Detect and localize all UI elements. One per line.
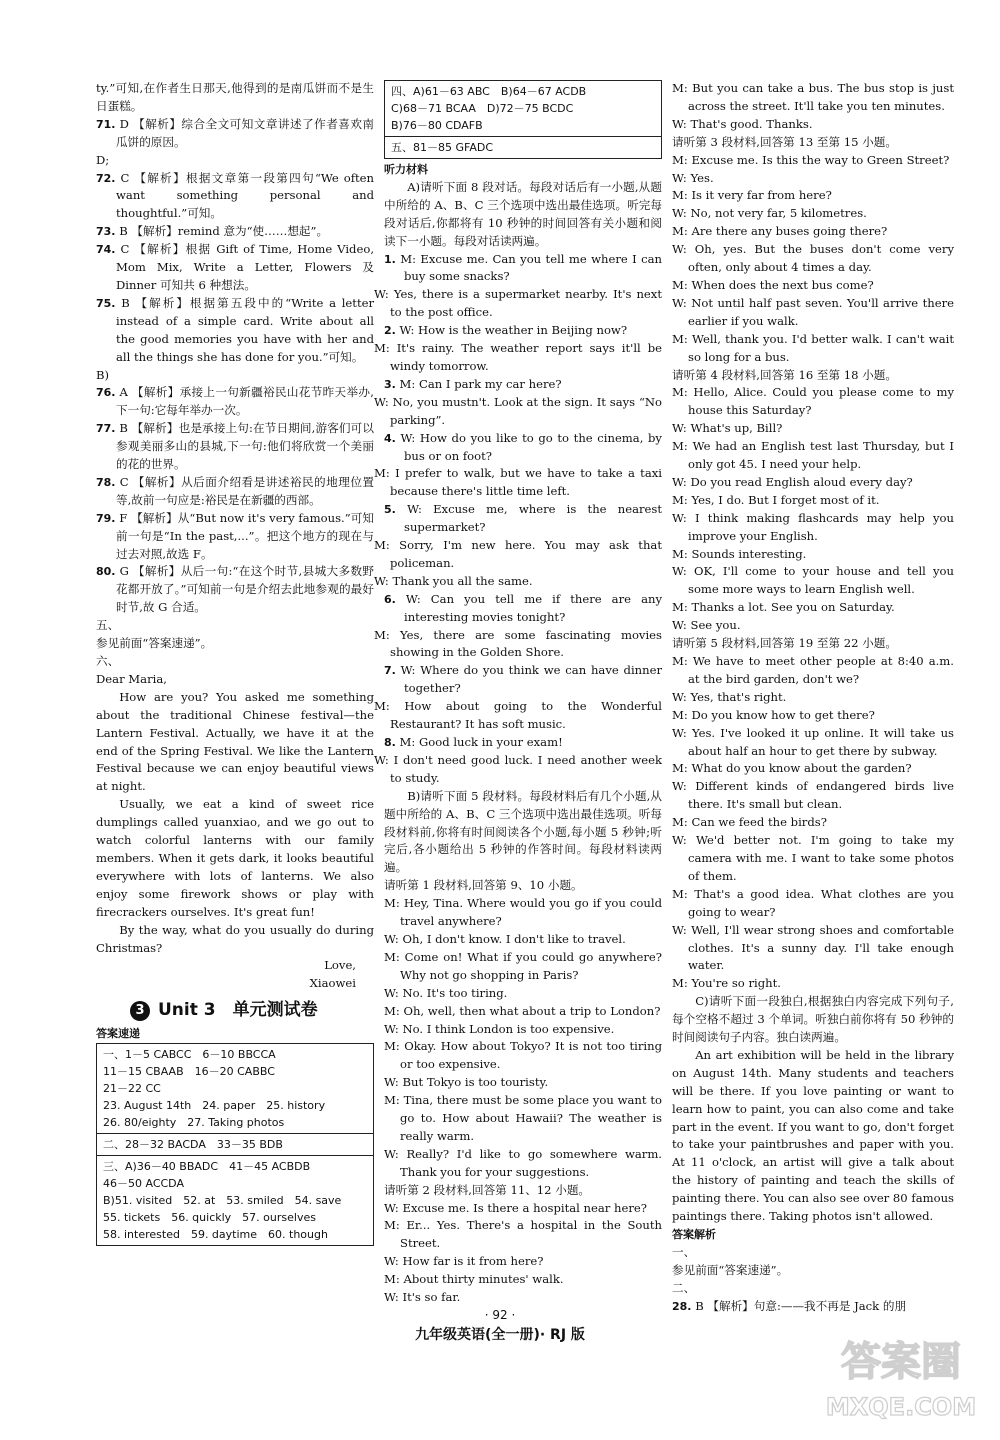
answer-row: 11－15 CBAAB 16－20 CABBC — [103, 1065, 275, 1079]
text-line — [384, 949, 662, 985]
paragraph-text: M: Oh, well, then what about a trip to London? — [384, 1003, 661, 1018]
text-line — [384, 662, 662, 698]
paragraph-text: M: Thanks a lot. See you on Saturday. — [672, 600, 895, 615]
question-number: 73. — [96, 225, 116, 239]
question-number: 4. — [384, 431, 396, 445]
unit-number-badge: 3 — [130, 1001, 150, 1021]
paragraph-text: W: No. It's too tiring. — [384, 985, 508, 1000]
question-number: 3. — [384, 377, 396, 391]
text-line — [96, 116, 374, 152]
paragraph-text: W: What's up, Bill? — [672, 421, 783, 436]
paragraph-text: C)请听下面一段独白,根据独白内容完成下列句子,每个空格不超过 3 个单词。听独白前你将有 50 秒钟的时间阅读句子内容。独白读两遍。 — [672, 994, 954, 1045]
paragraph-text: 请听第 2 段材料,回答第 11、12 小题。 — [384, 1182, 591, 1197]
column-middle — [374, 80, 663, 1307]
paragraph-text: W: See you. — [672, 618, 741, 633]
paragraph-text: W: How do you like to go to the cinema, by bus or on foot? — [400, 430, 662, 463]
text-line — [384, 1021, 662, 1039]
text-line — [374, 627, 662, 663]
text-line — [384, 1146, 662, 1182]
paragraph-text: B) — [96, 367, 110, 382]
paragraph-text: W: Can you tell me if there are any interesting movies tonight? — [404, 591, 663, 624]
text-line — [672, 277, 954, 295]
text-line — [384, 788, 662, 878]
text-line — [96, 957, 374, 975]
paragraph-text: W: Where do you think we can have dinner together? — [400, 663, 663, 696]
question-number: 2. — [384, 324, 396, 338]
question-number: 8. — [384, 736, 396, 749]
paragraph-text: W: Excuse me. Is there a hospital near here? — [384, 1200, 647, 1215]
paragraph-text: D; — [96, 152, 110, 167]
answer-row: 一、1－5 CABCC 6－10 BBCCA — [103, 1048, 276, 1062]
question-number: 77. — [96, 422, 116, 436]
text-line — [672, 707, 954, 725]
text-line — [384, 179, 662, 251]
answer-row: 五、81－85 GFADC — [391, 141, 494, 154]
text-line — [672, 241, 954, 277]
paragraph-text: M: When does the next bus come? — [672, 277, 874, 292]
paragraph-text: W: Not until half past seven. You'll arrive there earlier if you walk. — [672, 295, 954, 328]
paragraph-text: M: We had an English test last Thursday, but I only got 45. I need your help. — [672, 439, 954, 472]
text-line — [672, 384, 954, 420]
paragraph-text: Love, — [324, 958, 356, 973]
watermark-logo — [816, 1320, 986, 1430]
paragraph-text: M: Okay. How about Tokyo? It is not too tiring or too expensive. — [384, 1039, 662, 1072]
paragraph-text: C 【解析】根据文章第一段第四句“We often want something personal and thoughtful.”可知。 — [116, 170, 374, 221]
answer-row: 58. interested 59. daytime 60. though — [103, 1228, 328, 1242]
answer-row: 21－22 CC — [103, 1082, 161, 1096]
paragraph-text: W: Oh, yes. But the buses don't come very often, only about 4 times a day. — [672, 242, 954, 275]
text-line — [96, 295, 374, 367]
text-line — [374, 698, 662, 734]
text-line — [374, 340, 662, 376]
paragraph-text: W: No. I think London is too expensive. — [384, 1021, 615, 1036]
text-line — [672, 367, 954, 385]
paragraph-text: M: Do you know how to get there? — [672, 707, 875, 722]
text-line — [672, 187, 954, 205]
answer-row: 55. tickets 56. quickly 57. ourselves — [103, 1211, 316, 1225]
text-line — [96, 653, 374, 671]
paragraph-text: M: Sounds interesting. — [672, 546, 807, 561]
paragraph-text: M: That's a good idea. What clothes are you going to wear? — [672, 886, 954, 919]
paragraph-text: W: How is the weather in Beijing now? — [399, 323, 628, 338]
text-line — [384, 1271, 662, 1289]
text-line — [96, 671, 374, 689]
answer-box-1 — [96, 1043, 374, 1134]
text-line — [672, 510, 954, 546]
text-line — [672, 599, 954, 617]
text-line — [672, 1244, 954, 1262]
answer-row: 三、A)36－40 BBADC 41－45 ACBDB — [103, 1160, 311, 1174]
answer-row: C)68－71 BCAA D)72－75 BCDC — [391, 102, 574, 115]
text-line — [384, 931, 662, 949]
paragraph-text: W: But Tokyo is too touristy. — [384, 1075, 549, 1090]
watermark-line1: 答案圈 — [841, 1339, 961, 1385]
text-line — [374, 465, 662, 501]
text-line — [672, 205, 954, 223]
text-line — [672, 617, 954, 635]
text-line — [96, 170, 374, 224]
paragraph-text: How are you? You asked me something about the traditional Chinese festival—the Lantern Festival. Actually, we have it at the end of the Spring Festival. We like the Lantern Festival because we can enjoy beautiful views at night. — [96, 689, 374, 794]
text-line — [96, 384, 374, 420]
text-line — [672, 993, 954, 1047]
paragraph-text: W: Do you read English aloud every day? — [672, 474, 913, 489]
paragraph-text: W: Different kinds of endangered birds live there. It's small but clean. — [672, 779, 954, 812]
question-number: 78. — [96, 475, 116, 489]
text-line — [672, 563, 954, 599]
text-line — [672, 1226, 954, 1244]
paragraph-text: W: Yes, there is a supermarket nearby. It's next to the post office. — [374, 287, 662, 320]
paragraph-text: M: About thirty minutes' walk. — [384, 1272, 564, 1287]
paragraph-text: 请听第 1 段材料,回答第 9、10 小题。 — [384, 878, 583, 893]
paragraph-text: M: Hello, Alice. Could you please come to my house this Saturday? — [672, 385, 954, 418]
answer-box-4 — [384, 80, 662, 137]
text-line — [384, 877, 662, 895]
paragraph-text: M: Is it very far from here? — [672, 188, 832, 203]
text-line — [672, 223, 954, 241]
text-line — [96, 617, 374, 635]
page-number: · 92 · — [484, 1308, 516, 1322]
book-title: 九年级英语(全一册)· RJ 版 — [415, 1327, 585, 1343]
answer-row: 46－50 ACCDA — [103, 1177, 184, 1191]
paragraph-text: W: OK, I'll come to your house and tell you some more ways to learn English well. — [672, 564, 954, 597]
paragraph-text: W: Excuse me, where is the nearest supermarket? — [404, 502, 663, 535]
paragraph-text: W: Well, I'll wear strong shoes and comfortable clothes. It's a sunny day. I'll take enough water. — [672, 922, 954, 973]
paragraph-text: 请听第 3 段材料,回答第 13 至第 15 小题。 — [672, 134, 897, 149]
paragraph-text: B)请听下面 5 段材料。每段材料后有几个小题,从题中所给的 A、B、C 三个选项中选出最佳选项。听每段材料前,你将有时间阅读各个小题,每小题 5 秒钟;听完后,各小题给出 5 秒钟的作答时间。每段材料读两遍。 — [384, 788, 662, 875]
text-line — [384, 1092, 662, 1146]
text-line — [96, 510, 374, 564]
watermark-line2: MXQE.COM — [825, 1393, 977, 1421]
paragraph-text: F 【解析】从“But now it's very famous.”可知前一句是“In the past,...”。把这个地方的现在与过去对照,故选 F。 — [116, 510, 374, 561]
question-number: 28. — [672, 1299, 692, 1313]
paragraph-text: M: You're so right. — [672, 976, 781, 991]
answer-heading: 答案速递 — [96, 1027, 140, 1041]
paragraph-text: An art exhibition will be held in the library on August 14th. Many students and teachers will be there. If you love painting or want to learn how to paint, you can also come and take part in the event. If you want to go, don't forget to take your paintbrushes and paper with you. At 11 o'clock, an artist will give a talk about the history of painting and teach the skills of painting there. You can also see over 80 famous paintings there. Taking photos isn't allowed. — [672, 1047, 954, 1224]
text-line — [96, 223, 374, 241]
paragraph-text: G 【解析】从后一句:“在这个时节,县城大多数野花都开放了。”可知前一句是介绍去此地参观的最好时节,故 G 合适。 — [116, 564, 375, 615]
paragraph-text: 一、 — [672, 1244, 696, 1259]
question-number: 80. — [96, 565, 116, 579]
text-line — [672, 546, 954, 564]
text-line — [384, 1289, 662, 1307]
column-right — [672, 80, 954, 1316]
paragraph-text: Dear Maria, — [96, 671, 167, 686]
paragraph-text: M: Come on! What if you could go anywhere? Why not go shopping in Paris? — [384, 949, 662, 982]
text-line — [384, 895, 662, 931]
paragraph-text: M: Can I park my car here? — [399, 376, 562, 391]
text-line — [96, 635, 374, 653]
text-line — [672, 832, 954, 886]
paragraph-text: B 【解析】句意:——我不再是 Jack 的朋 — [695, 1298, 907, 1313]
paragraph-text: W: Oh, I don't know. I don't like to travel. — [384, 931, 626, 946]
paragraph-text: 五、 — [96, 618, 120, 633]
paragraph-text: 二、 — [672, 1280, 696, 1295]
paragraph-text: W: We'd better not. I'm going to take my camera with me. I want to take some photos of them. — [672, 833, 954, 883]
answer-box-3 — [96, 1156, 374, 1246]
paragraph-text: W: Thank you all the same. — [374, 573, 533, 588]
answer-row: 23. August 14th 24. paper 25. history — [103, 1099, 326, 1113]
text-line — [672, 725, 954, 761]
paragraph-text: A)请听下面 8 段对话。每段对话后有一小题,从题中所给的 A、B、C 三个选项中选出最佳选项。听完每段对话后,你都将有 10 秒钟的时间回答有关小题和阅读下一小题。每段对话读两遍。 — [384, 179, 662, 248]
paragraph-text: 参见前面“答案速递”。 — [672, 1262, 789, 1277]
text-line — [672, 80, 954, 116]
text-line — [96, 796, 374, 921]
column-left — [96, 80, 374, 1246]
paragraph-text: M: Yes, I do. But I forget most of it. — [672, 492, 880, 507]
text-line — [384, 1003, 662, 1021]
text-line — [384, 1253, 662, 1271]
text-line — [96, 152, 374, 170]
question-number: 7. — [384, 664, 396, 678]
paragraph-text: M: Hey, Tina. Where would you go if you could travel anywhere? — [384, 896, 662, 929]
text-line — [672, 438, 954, 474]
paragraph-text: W: No, you mustn't. Look at the sign. It says “No parking”. — [374, 394, 662, 427]
text-line — [672, 635, 954, 653]
text-line — [672, 152, 954, 170]
paragraph-text: Usually, we eat a kind of sweet rice dumplings called yuanxiao, and we go out to watch colorful lanterns with our family members. When it gets dark, it looks beautiful everywhere with lots of lanterns. We also enjoy some firework shows or play with firecrackers ourselves. It's great fun! — [96, 797, 374, 919]
text-line — [384, 1217, 662, 1253]
paragraph-text: C 【解析】根据 Gift of Time, Home Video, Mom Mix, Write a Letter, Flowers 及 Dinner 可知共 6 种想法。 — [116, 242, 374, 292]
text-line — [672, 689, 954, 707]
text-line — [672, 474, 954, 492]
text-line — [672, 295, 954, 331]
question-number: 71. — [96, 117, 116, 131]
answer-row: B)51. visited 52. at 53. smiled 54. save — [103, 1194, 342, 1208]
text-line — [384, 1182, 662, 1200]
paragraph-text: M: Er... Yes. There's a hospital in the South Street. — [384, 1218, 662, 1251]
paragraph-text: W: Yes. — [672, 170, 714, 185]
answer-box-5 — [384, 137, 662, 159]
text-line — [96, 922, 374, 958]
text-line — [672, 116, 954, 134]
paragraph-text: 请听第 4 段材料,回答第 16 至第 18 小题。 — [672, 367, 897, 382]
paragraph-text: M: But you can take a bus. The bus stop is just across the street. It'll take you ten minutes. — [672, 81, 954, 113]
paragraph-text: M: Are there any buses going there? — [672, 224, 888, 239]
paragraph-text: W: How far is it from here? — [384, 1254, 544, 1269]
text-line — [672, 886, 954, 922]
paragraph-text: W: I don't need good luck. I need another week to study. — [374, 752, 662, 785]
paragraph-text: M: Tina, there must be some place you want to go to. How about Hawaii? The weather is really warm. — [384, 1093, 662, 1143]
text-line — [672, 1047, 954, 1226]
paragraph-text: M: I prefer to walk, but we have to take a taxi because there's little time left. — [374, 466, 662, 499]
text-line — [374, 394, 662, 430]
text-line — [672, 134, 954, 152]
question-number: 72. — [96, 171, 116, 185]
question-number: 79. — [96, 511, 116, 525]
text-line — [672, 922, 954, 976]
text-line — [672, 975, 954, 993]
text-line — [672, 653, 954, 689]
paragraph-text: M: Sorry, I'm new here. You may ask that policeman. — [374, 538, 662, 570]
listening-heading: 听力材料 — [384, 163, 428, 176]
text-line — [672, 778, 954, 814]
text-line — [374, 752, 662, 788]
text-line — [96, 367, 374, 385]
text-line — [672, 1262, 954, 1280]
paragraph-text: W: Really? I'd like to go somewhere warm. Thank you for your suggestions. — [384, 1146, 662, 1179]
paragraph-text: M: Good luck in your exam! — [399, 735, 563, 749]
paragraph-text: M: We have to meet other people at 8:40 a.m. at the bird garden, don't we? — [672, 654, 954, 686]
paragraph-text: D 【解析】综合全文可知文章讲述了作者喜欢南瓜饼的原因。 — [116, 116, 375, 149]
text-line — [384, 376, 662, 394]
paragraph-text: B 【解析】remind 意为“使……想起”。 — [119, 224, 329, 239]
unit-title: Unit 3 单元测试卷 — [158, 1000, 318, 1021]
paragraph-text: W: Yes, that's right. — [672, 689, 787, 704]
question-number: 5. — [384, 503, 396, 517]
paragraph-text: W: I think making flashcards may help you improve your English. — [672, 510, 954, 543]
paragraph-text: M: Excuse me. Is this the way to Green Street? — [672, 152, 950, 167]
text-line — [384, 1038, 662, 1074]
text-line — [96, 80, 374, 116]
paragraph-text: ty.”可知,在作者生日那天,他得到的是南瓜饼而不是生日蛋糕。 — [96, 81, 374, 113]
text-line — [96, 420, 374, 474]
text-line — [672, 492, 954, 510]
text-line — [96, 689, 374, 796]
text-line — [384, 430, 662, 466]
paragraph-text: By the way, what do you usually do during Christmas? — [96, 922, 374, 955]
paragraph-text: 答案解析 — [672, 1228, 716, 1241]
paragraph-text: 六、 — [96, 654, 120, 668]
paragraph-text: C 【解析】从后面介绍看是讲述裕民的地理位置等,故前一句应是:裕民是在新疆的西部。 — [116, 474, 375, 507]
text-line — [96, 563, 374, 617]
paragraph-text: M: Excuse me. Can you tell me where I can buy some snacks? — [400, 251, 663, 284]
text-line — [374, 537, 662, 573]
paragraph-text: B 【解析】根据第五段中的“Write a letter instead of a simple card. Write about all the good memories you have with her and all the things she has done for you.”可知。 — [116, 295, 375, 364]
paragraph-text: 参见前面“答案速递”。 — [96, 636, 213, 651]
text-line — [384, 501, 662, 537]
paragraph-text: M: What do you know about the garden? — [672, 761, 912, 776]
question-number: 6. — [384, 592, 396, 606]
answer-row: 26. 80/eighty 27. Taking photos — [103, 1116, 285, 1130]
paragraph-text: M: Can we feed the birds? — [672, 815, 827, 830]
paragraph-text: M: Yes, there are some fascinating movies showing in the Golden Shore. — [374, 627, 662, 660]
answer-box-2 — [96, 1134, 374, 1156]
paragraph-text: W: It's so far. — [384, 1290, 461, 1305]
question-number: 74. — [96, 243, 116, 257]
paragraph-text: W: That's good. Thanks. — [672, 116, 813, 131]
text-line — [384, 985, 662, 1003]
text-line — [384, 1074, 662, 1092]
text-line — [374, 286, 662, 322]
text-line — [384, 251, 662, 287]
answer-row: 四、A)61－63 ABC B)64－67 ACDB — [391, 85, 587, 98]
text-line — [672, 420, 954, 438]
answer-row: B)76－80 CDAFB — [391, 119, 483, 132]
paragraph-text: M: Well, thank you. I'd better walk. I can't wait so long for a bus. — [672, 331, 954, 364]
paragraph-text: Xiaowei — [309, 976, 356, 991]
text-line — [384, 591, 662, 627]
text-line — [384, 1200, 662, 1218]
paragraph-text: W: No, not very far, 5 kilometres. — [672, 206, 867, 221]
text-line — [96, 474, 374, 510]
text-line — [384, 322, 662, 340]
text-line — [672, 1280, 954, 1298]
unit-heading — [130, 1001, 374, 1021]
text-line — [672, 814, 954, 832]
text-line — [96, 241, 374, 295]
question-number: 76. — [96, 386, 116, 400]
question-number: 75. — [96, 296, 116, 310]
text-line — [672, 760, 954, 778]
text-line — [672, 170, 954, 188]
paragraph-text: B 【解析】也是承接上句:在节日期间,游客们可以参观美丽多山的县城,下一句:他们将欣赏一个美丽的花的世界。 — [116, 421, 374, 472]
text-line — [672, 331, 954, 367]
text-line — [384, 734, 662, 752]
paragraph-text: A 【解析】承接上一句新疆裕民山花节昨天举办,下一句:它每年举办一次。 — [116, 385, 374, 418]
answer-row: 二、28－32 BACDA 33－35 BDB — [103, 1138, 283, 1152]
text-line — [374, 573, 662, 591]
question-number: 1. — [384, 252, 396, 266]
paragraph-text: W: Yes. I've looked it up online. It will take us about half an hour to get there by subway. — [672, 725, 954, 758]
paragraph-text: 请听第 5 段材料,回答第 19 至第 22 小题。 — [672, 636, 897, 651]
paragraph-text: M: How about going to the Wonderful Restaurant? It has soft music. — [374, 699, 662, 732]
text-line — [96, 975, 374, 993]
paragraph-text: M: It's rainy. The weather report says it'll be windy tomorrow. — [374, 341, 662, 373]
